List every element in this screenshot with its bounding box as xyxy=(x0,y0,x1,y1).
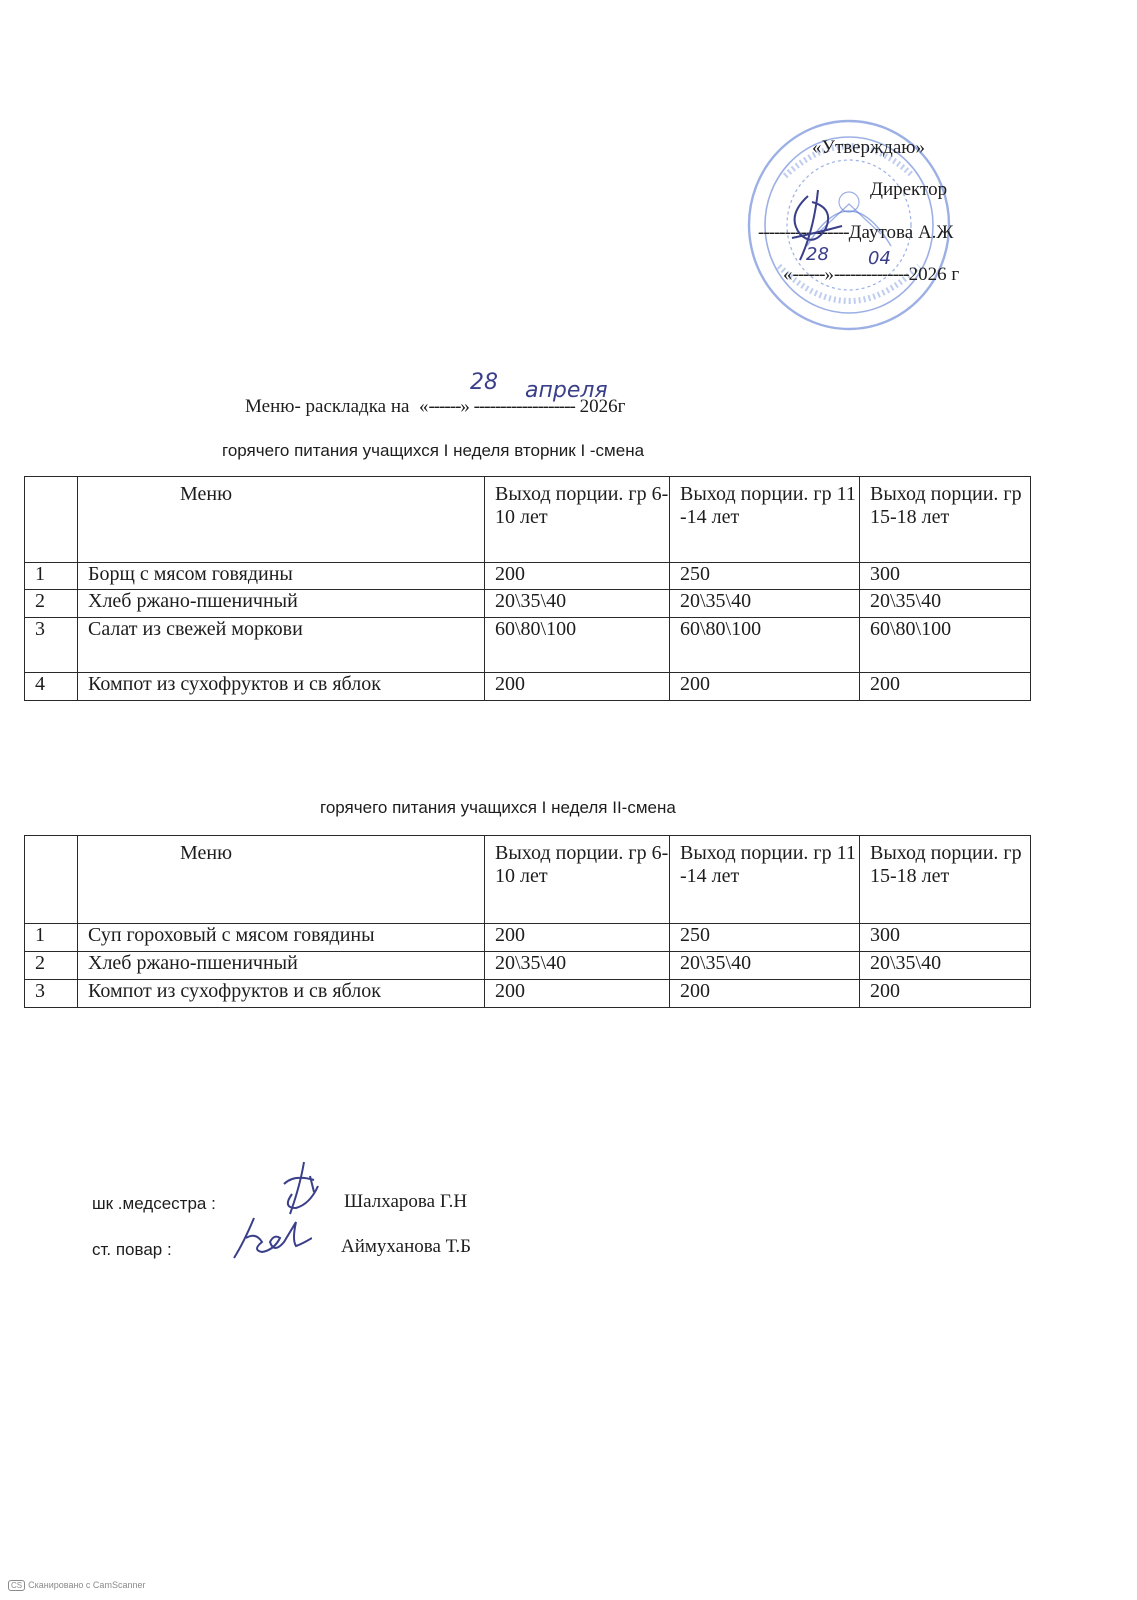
menu-title-year: 2026г xyxy=(579,396,626,417)
menu-title-prefix: Меню- раскладка на xyxy=(245,396,410,417)
table-row xyxy=(25,673,1031,701)
portion-15-18: 20\35\40 xyxy=(860,590,1031,618)
approval-year: 2026 г xyxy=(908,264,960,285)
table-header-row xyxy=(25,836,1031,924)
header-menu: Меню xyxy=(78,477,485,563)
nurse-signature xyxy=(270,1158,330,1218)
menu-month-handwritten: апреля xyxy=(525,378,608,403)
dish-name: Хлеб ржано-пшеничный xyxy=(78,952,485,980)
row-number: 3 xyxy=(25,980,78,1008)
portion-15-18: 60\80\100 xyxy=(860,618,1031,673)
header-portion-6-10: Выход порции. гр 6-10 лет xyxy=(485,477,670,563)
menu-title-open-quote: « xyxy=(418,396,429,417)
row-number: 1 xyxy=(25,563,78,590)
portion-11-14: 20\35\40 xyxy=(670,952,860,980)
portion-15-18: 300 xyxy=(860,924,1031,952)
table-row xyxy=(25,952,1031,980)
shift1-subtitle: горячего питания учащихся I неделя вторник I -смена xyxy=(222,441,645,460)
portion-6-10: 200 xyxy=(485,563,670,590)
portion-11-14: 200 xyxy=(670,980,860,1008)
header-number xyxy=(25,477,78,563)
nurse-name: Шалхарова Г.Н xyxy=(344,1191,468,1212)
header-portion-11-14: Выход порции. гр 11 -14 лет xyxy=(670,836,860,924)
portion-15-18: 200 xyxy=(860,673,1031,701)
approval-month-handwritten: 04 xyxy=(868,248,891,269)
approval-date: «------»--------------2026 г xyxy=(783,264,960,285)
approve-label: «Утверждаю» xyxy=(812,137,925,158)
row-number: 4 xyxy=(25,673,78,701)
cook-signature xyxy=(232,1214,312,1262)
director-name-line: -----------------Даутова А.Ж xyxy=(758,222,954,243)
portion-11-14: 60\80\100 xyxy=(670,618,860,673)
dish-name: Салат из свежей моркови xyxy=(78,618,485,673)
dish-name: Хлеб ржано-пшеничный xyxy=(78,590,485,618)
director-position: Директор xyxy=(870,179,948,200)
header-portion-11-14: Выход порции. гр 11 -14 лет xyxy=(670,477,860,563)
table-row xyxy=(25,618,1031,673)
dish-name: Суп гороховый с мясом говядины xyxy=(78,924,485,952)
approval-open-quote: « xyxy=(783,264,793,285)
portion-6-10: 200 xyxy=(485,673,670,701)
portion-6-10: 200 xyxy=(485,980,670,1008)
portion-6-10: 200 xyxy=(485,924,670,952)
menu-title: Меню- раскладка на «------» ------------------- 2026г xyxy=(245,396,626,417)
portion-11-14: 200 xyxy=(670,673,860,701)
nurse-role: шк .медсестра : xyxy=(92,1194,216,1213)
approval-day-handwritten: 28 xyxy=(806,244,829,265)
portion-15-18: 20\35\40 xyxy=(860,952,1031,980)
table-row xyxy=(25,980,1031,1008)
shift1-table xyxy=(24,476,1031,701)
table-row xyxy=(25,924,1031,952)
cook-role: ст. повар : xyxy=(92,1240,172,1259)
menu-day-handwritten: 28 xyxy=(470,370,498,395)
table-row xyxy=(25,563,1031,590)
portion-11-14: 20\35\40 xyxy=(670,590,860,618)
director-name: Даутова А.Ж xyxy=(848,222,954,243)
portion-6-10: 20\35\40 xyxy=(485,590,670,618)
portion-15-18: 300 xyxy=(860,563,1031,590)
header-menu: Меню xyxy=(78,836,485,924)
portion-11-14: 250 xyxy=(670,924,860,952)
row-number: 2 xyxy=(25,952,78,980)
shift2-subtitle: горячего питания учащихся I неделя II-смена xyxy=(320,798,676,817)
table-header-row xyxy=(25,477,1031,563)
portion-15-18: 200 xyxy=(860,980,1031,1008)
portion-11-14: 250 xyxy=(670,563,860,590)
shift2-table xyxy=(24,835,1031,1008)
cook-name: Аймуханова Т.Б xyxy=(341,1236,472,1257)
scanner-logo: CS xyxy=(8,1580,25,1591)
dish-name: Борщ с мясом говядины xyxy=(78,563,485,590)
header-portion-15-18: Выход порции. гр 15-18 лет xyxy=(860,477,1031,563)
header-number xyxy=(25,836,78,924)
header-portion-6-10: Выход порции. гр 6-10 лет xyxy=(485,836,670,924)
scanner-text: Сканировано с CamScanner xyxy=(28,1580,146,1590)
row-number: 1 xyxy=(25,924,78,952)
scanner-footer xyxy=(8,1580,145,1591)
portion-6-10: 20\35\40 xyxy=(485,952,670,980)
row-number: 2 xyxy=(25,590,78,618)
header-portion-15-18: Выход порции. гр 15-18 лет xyxy=(860,836,1031,924)
menu-title-close-quote: » xyxy=(460,396,470,417)
table-row xyxy=(25,590,1031,618)
approval-close-quote: » xyxy=(824,264,834,285)
dish-name: Компот из сухофруктов и св яблок xyxy=(78,673,485,701)
dish-name: Компот из сухофруктов и св яблок xyxy=(78,980,485,1008)
row-number: 3 xyxy=(25,618,78,673)
portion-6-10: 60\80\100 xyxy=(485,618,670,673)
